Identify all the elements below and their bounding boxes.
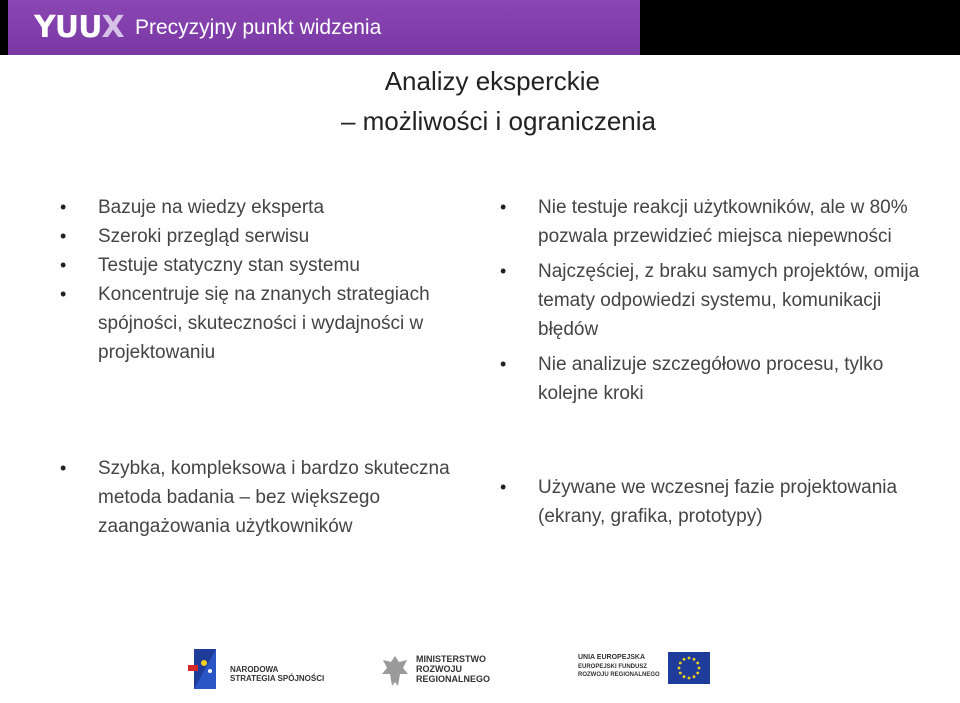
- mrr-label-3: REGIONALNEGO: [416, 674, 491, 684]
- eu-flag-icon: [668, 652, 710, 684]
- list-item: • Bazuje na wiedzy eksperta: [60, 193, 450, 222]
- right-bottom-list: [500, 473, 920, 531]
- nss-label-2: STRATEGIA SPÓJNOŚCI: [230, 674, 325, 683]
- list-item: • Nie testuje reakcji użytkowników, ale w 80% pozwala przewidzieć miejsca niepewności: [500, 193, 920, 251]
- header-bar: [0, 0, 960, 55]
- left-top-list: [60, 193, 450, 367]
- list-item: • Nie analizuje szczegółowo procesu, tylko kolejne kroki: [500, 350, 920, 408]
- mrr-logo: [380, 652, 495, 692]
- footer-logos: [0, 640, 960, 700]
- list-item: • Szeroki przegląd serwisu: [60, 222, 450, 251]
- list-item: • Szybka, kompleksowa i bardzo skuteczna metoda badania – bez większego zaangażowania użytkowników: [60, 454, 450, 541]
- eu-logo: [578, 650, 713, 690]
- list-item: • Koncentruje się na znanych strategiach spójności, skuteczności i wydajności w projektowaniu: [60, 280, 450, 367]
- nss-emblem-icon: [186, 645, 226, 693]
- nss-logo: [186, 645, 325, 693]
- eu-label-1: UNIA EUROPEJSKA: [578, 654, 646, 661]
- list-item: • Używane we wczesnej fazie projektowania (ekrany, grafika, prototypy): [500, 473, 920, 531]
- logo-text: YUU: [34, 10, 102, 45]
- slide-title-line1: Analizy eksperckie: [384, 66, 600, 96]
- tagline: Precyzyjny punkt widzenia: [135, 16, 382, 39]
- left-bottom-list: [60, 454, 450, 541]
- eagle-icon: [380, 654, 410, 690]
- nss-label-1: NARODOWA: [230, 665, 279, 674]
- right-top-list: [500, 193, 920, 408]
- list-item: • Testuje statyczny stan systemu: [60, 251, 450, 280]
- eu-label-3: ROZWOJU REGIONALNEGO: [578, 672, 660, 678]
- list-item: • Najczęściej, z braku samych projektów, omija tematy odpowiedzi systemu, komunikacji błędów: [500, 257, 920, 344]
- mrr-label-2: ROZWOJU: [416, 664, 462, 674]
- eu-label-2: EUROPEJSKI FUNDUSZ: [578, 664, 648, 670]
- slide-title-line2: – możliwości i ograniczenia: [340, 106, 656, 136]
- mrr-label-1: MINISTERSTWO: [416, 654, 486, 664]
- logo-x: X: [101, 10, 124, 45]
- yuux-logo: [34, 8, 124, 48]
